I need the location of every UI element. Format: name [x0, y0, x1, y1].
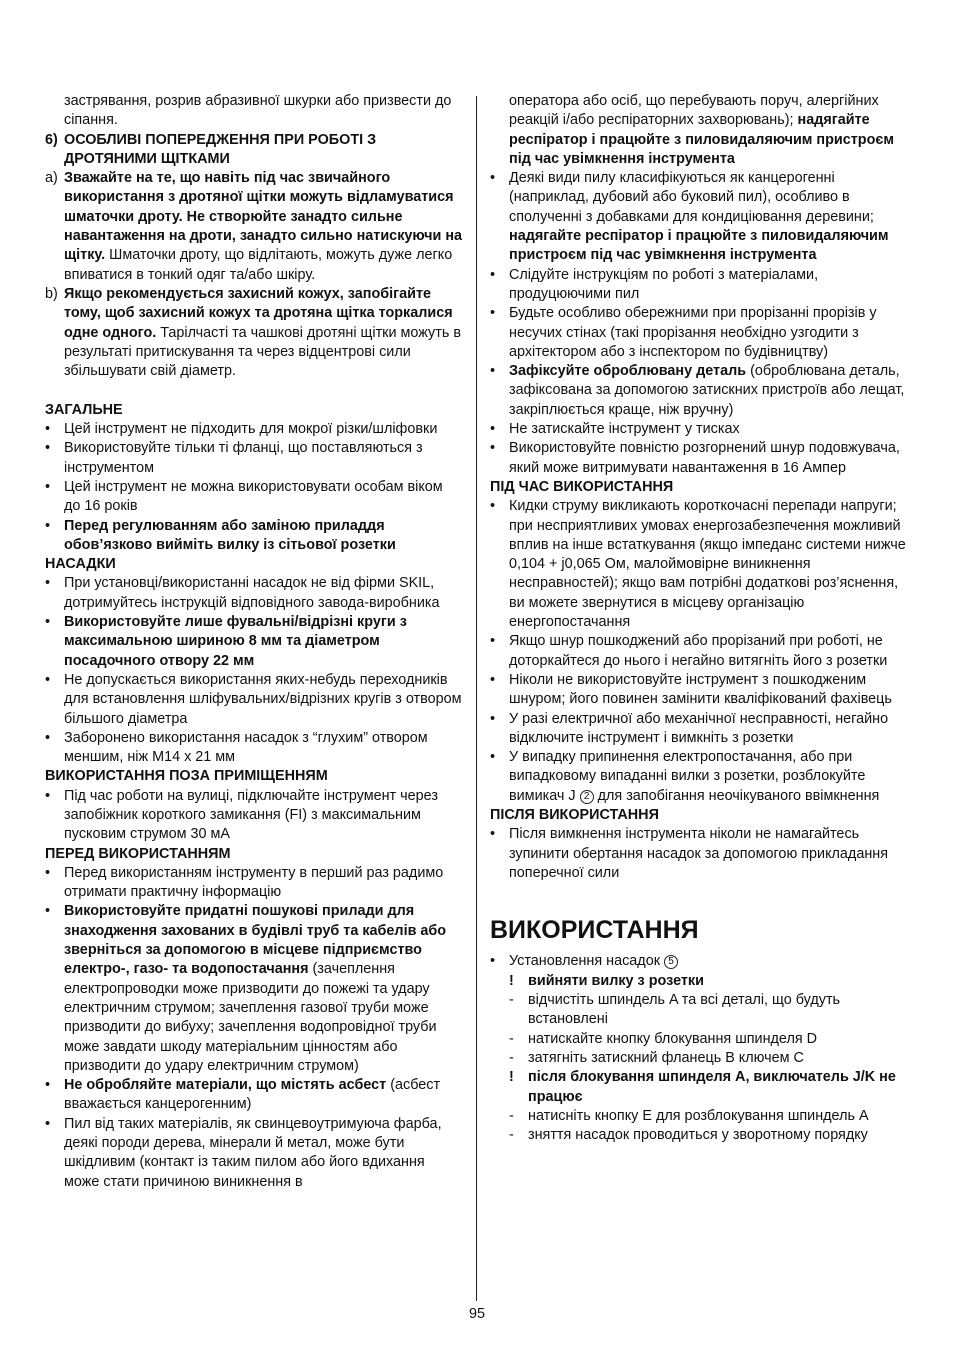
- list-item: • Пил від таких матеріалів, як свинцевоутримуюча фарба, деякі породи дерева, мінерали й метал, може бути шкідливим (контакт із таким пилом або його вдихання може стати причиною виникнення в: [45, 1115, 442, 1190]
- continued-paragraph: застрявання, розрив абразивної шкурки або призвести до сіпання.: [64, 93, 452, 129]
- list-item: • Кидки струму викликають короткочасні перепади напруги; при несприятливих умовах енергозабезпечення можливий вплив на інше встаткування (якщо імпеданс системи нижче 0,104 + j0,065 Ом, малоймовірне виникнення несправностей); якщо вам потрібні додаткові роз’яснення, ви можете звернутися в місцеву організацію енергопостачання: [490, 498, 906, 631]
- figure-ref-2-icon: 2: [580, 790, 594, 804]
- list-item: • Використовуйте придатні пошукові прилади для знаходження захованих в будівлі труб та кабелів або зверніться за допомогою в місцеве підприємство електро-, газо- та водопостачання (зачеплення електропроводки може призводити до пожежі та удару електричним струмом; зачеплення газової труби може призводити до вибуху; зачеплення водопровідної труби може завдати шкоду матеріальним цінностям або призводити до удару електричним струмом): [45, 903, 447, 1074]
- step-item: - натискайте кнопку блокування шпинделя D: [509, 1030, 818, 1047]
- list-item: • Деякі види пилу класифікуються як канцерогенні (наприклад, дубовий або буковий пил), особливо в сполученні з добавками для кондиціювання деревини; надягайте респіратор і працюйте з пиловидаляючим пристроєм під час увімкнення інструмента: [490, 170, 889, 264]
- list-item: • Перед регулюванням або заміною приладдя обов’язково вийміть вилку із сітьової розетки: [45, 517, 396, 553]
- heading-general: ЗАГАЛЬНЕ: [45, 401, 123, 418]
- heading-before-use: ПЕРЕД ВИКОРИСТАННЯМ: [45, 845, 231, 862]
- page-number: 95: [468, 1306, 485, 1322]
- list-item: • Перед використанням інструменту в перший раз радимо отримати практичну інформацію: [45, 864, 444, 901]
- list-item: • Під час роботи на вулиці, підключайте інструмент через запобіжник короткого замикання (FI) з максимальним пусковим струмом 30 мА: [45, 787, 438, 843]
- list-item: • Цей інструмент не можна використовувати особам віком до 16 років: [45, 478, 443, 515]
- list-item: • Ніколи не використовуйте інструмент з пошкодженим шнуром; його повинен замінити кваліфікований фахівець: [490, 671, 892, 708]
- step-item: - натисніть кнопку E для розблокування шпиндель A: [509, 1107, 869, 1124]
- list-item: • Використовуйте тільки ті фланці, що поставляються з інструментом: [45, 440, 423, 476]
- step-item: - затягніть затискний фланець B ключем C: [509, 1049, 804, 1066]
- list-item: • Не допускається використання яких-небудь переходників для встановлення шліфувальних/відрізних кругів з отвором більшого діаметра: [45, 671, 462, 727]
- list-item: • Зафіксуйте оброблювану деталь (оброблювана деталь, зафіксована за допомогою затискних пристроїв або лещат, закріплюється краще, ніж вручну): [490, 363, 905, 418]
- list-item: • Слідуйте інструкціям по роботі з матеріалами, продуцюючими пил: [490, 266, 819, 302]
- item-b: b) Якщо рекомендується захисний кожух, запобігайте тому, щоб захисний кожух та дротяна щітка торкалися одне одного. Тарілчасті та чашкові дротяні щітки можуть в результаті притискування та через відцентрові сили збільшувати свій діаметр.: [45, 285, 461, 380]
- continued-paragraph: оператора або осіб, що перебувають поруч, алергійних реакцій і/або респіраторних захворювань); надягайте респіратор і працюйте з пиловидаляючим пристроєм під час увімкнення інструмента: [509, 93, 894, 167]
- list-item: • Після вимкнення інструмента ніколи не намагайтесь зупинити обертання насадок за допомогою прикладання поперечної сили: [490, 826, 889, 881]
- list-item: • Не обробляйте матеріали, що містять асбест (асбест вважається канцерогенним): [45, 1077, 441, 1113]
- step-item: - відчистіть шпиндель A та всі деталі, що будуть встановлені: [509, 992, 841, 1028]
- column-divider: [476, 96, 477, 1301]
- heading-attachments: НАСАДКИ: [45, 556, 116, 573]
- right-column: [490, 92, 910, 1145]
- section-title-use: ВИКОРИСТАННЯ: [490, 916, 699, 945]
- item-a: a) Зважайте на те, що навіть під час звичайного використання з дротяної щітки можуть відламуватися шматочки дроту. Не створюйте занадто сильне навантаження на дроти, занадто сильно натискуючи на щітку. Шматочки дроту, що відлітають, можуть дуже легко впиватися в тонкий одяг та/або шкіру.: [45, 170, 463, 283]
- list-item: • У разі електричної або механічної несправності, негайно відключите інструмент і вимкніть з розетки: [490, 710, 889, 746]
- spacer: [490, 883, 910, 902]
- list-item: • Установлення насадок 5: [490, 952, 910, 971]
- sub-list: [490, 972, 910, 1146]
- step-item: - зняття насадок проводиться у зворотному порядку: [509, 1127, 868, 1144]
- list-item: • Не затискайте інструмент у тисках: [490, 421, 740, 438]
- list-item: • Використовуйте лише фувальні/відрізні круги з максимальною шириною 8 мм та діаметром посадочного отвору 22 мм: [45, 614, 407, 669]
- list-item: • Заборонено використання насадок з “глухим” отвором меншим, ніж M14 x 21 мм: [45, 729, 428, 766]
- list-item: • При установці/використанні насадок не від фірми SKIL, дотримуйтесь інструкцій відповідного завода-виробника: [45, 575, 440, 611]
- warning-item: ! після блокування шпинделя A, виключатель J/K не працює: [509, 1069, 896, 1105]
- list-item: • Будьте особливо обережними при прорізанні прорізів у несучих стінах (такі прорізання необхідно узгодити з архітектором або з інспектором по будівництву): [490, 305, 877, 360]
- spacer: [45, 381, 463, 400]
- list-item: • У випадку припинення електропостачання, або при випадковому випаданні вилки з розетки, розблокуйте вимикач J 2 для запобігання неочікуваного ввімкнення: [490, 749, 880, 804]
- item-a-mark: a): [45, 170, 58, 187]
- list-item: • Якщо шнур пошкоджений або прорізаний при роботі, не доторкайтеся до нього і негайно витягніть його з розетки: [490, 633, 888, 669]
- item-b-mark: b): [45, 285, 58, 302]
- left-column: [45, 92, 463, 1192]
- figure-ref-5-icon: 5: [664, 955, 678, 969]
- heading-outdoor: ВИКОРИСТАННЯ ПОЗА ПРИМІЩЕННЯМ: [45, 768, 328, 785]
- section-number: 6): [45, 131, 58, 148]
- warning-item: ! вийняти вилку з розетки: [509, 972, 704, 989]
- section-6-heading: 6) ОСОБЛИВІ ПОПЕРЕДЖЕННЯ ПРИ РОБОТІ З ДРОТЯНИМИ ЩІТКАМИ: [45, 131, 377, 167]
- list-item: • Цей інструмент не підходить для мокрої різки/шліфовки: [45, 421, 438, 438]
- heading-during-use: ПІД ЧАС ВИКОРИСТАННЯ: [490, 478, 674, 495]
- heading-after-use: ПІСЛЯ ВИКОРИСТАННЯ: [490, 806, 659, 823]
- list-item: • Використовуйте повністю розгорнений шнур подовжувача, який може витримувати навантаження в 16 Ампер: [490, 440, 900, 476]
